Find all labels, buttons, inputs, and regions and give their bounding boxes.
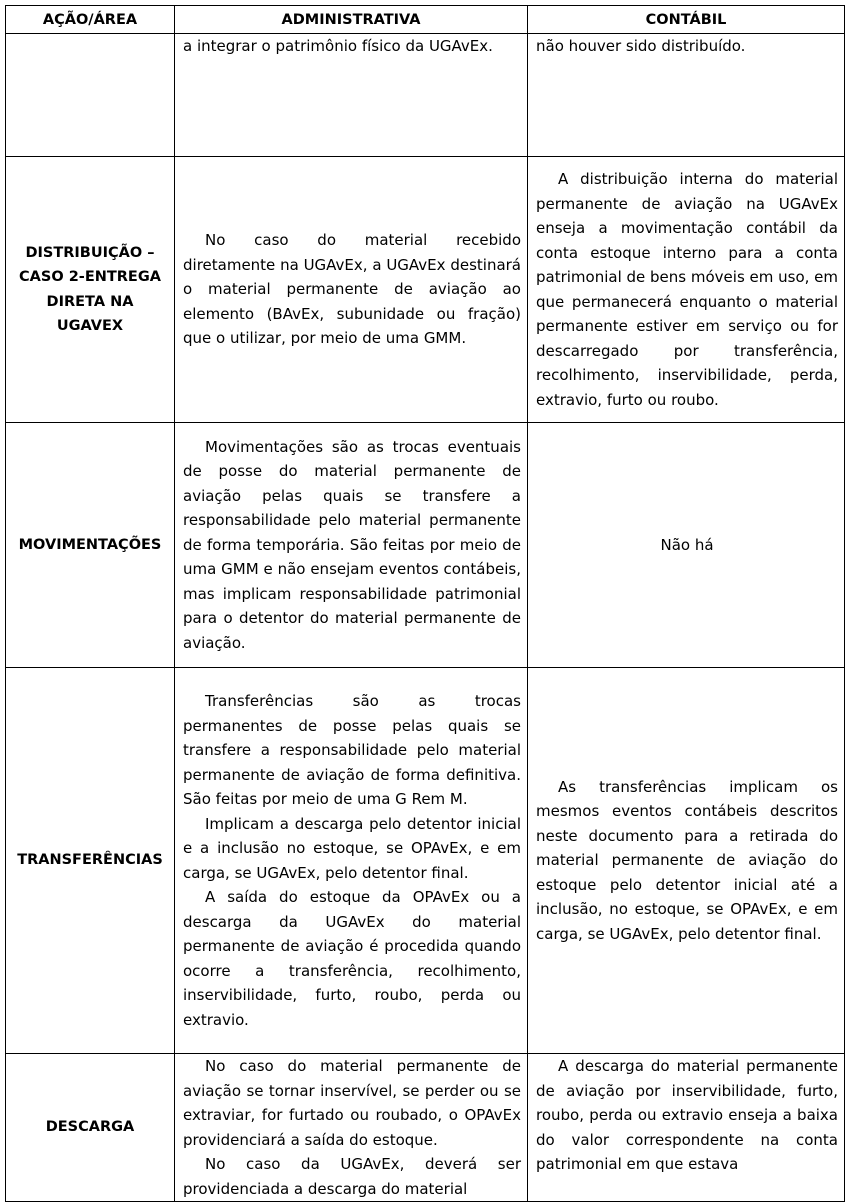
- row-accounting-cell: [528, 668, 845, 1054]
- row-area: DISTRIBUIÇÃO – CASO 2-ENTREGA DIRETA NA UGAVEX: [6, 157, 175, 423]
- table-row: [6, 34, 845, 157]
- header-accounting: CONTÁBIL: [528, 6, 845, 34]
- row-area: MOVIMENTAÇÕES: [6, 423, 175, 668]
- row-accounting-cell: [528, 1054, 845, 1202]
- row-accounting-cell: [528, 34, 845, 157]
- accounting-text: A distribuição interna do material permanente de aviação na UGAvEx enseja a movimentação contábil da conta estoque interno para a conta patrimonial de bens móveis em uso, em que permanecerá enquanto o material permanente estiver em serviço ou for descarregado por transferência, recolhimento, inservibilidade, perda, extravio, furto ou roubo.: [536, 170, 839, 409]
- row-accounting-cell: [528, 423, 845, 668]
- header-administrative: ADMINISTRATIVA: [175, 6, 528, 34]
- accounting-text: A descarga do material permanente de aviação por inservibilidade, furto, roubo, perda ou extravio enseja a baixa do valor correspondente na conta patrimonial em que estava: [536, 1057, 838, 1173]
- accounting-text: Não há: [660, 535, 714, 554]
- row-admin-cell: [175, 668, 528, 1054]
- row-area: [6, 34, 175, 157]
- admin-text: No caso da UGAvEx, deverá ser providenciada a descarga do material: [183, 1155, 521, 1198]
- row-admin-cell: [175, 34, 528, 157]
- admin-text: No caso do material permanente de aviação se tornar inservível, se perder ou se extraviar, for furtado ou roubado, o OPAvEx providenciará a saída do estoque.: [183, 1057, 521, 1149]
- admin-text: Transferências são as trocas permanentes de posse pelas quais se transfere a responsabilidade pelo material permanente de aviação de forma definitiva. São feitas por meio de uma G Rem M.: [183, 692, 521, 808]
- row-area: TRANSFERÊNCIAS: [6, 668, 175, 1054]
- procedures-table: [5, 5, 845, 1202]
- table-row: [6, 668, 845, 1054]
- table-row: [6, 1054, 845, 1202]
- admin-text: A saída do estoque da OPAvEx ou a descarga da UGAvEx do material permanente de aviação é procedida quando ocorre a transferência, recolhimento, inservibilidade, furto, roubo, perda ou extravio.: [183, 888, 521, 1029]
- admin-text: No caso do material recebido diretamente na UGAvEx, a UGAvEx destinará o material permanente de aviação ao elemento (BAvEx, subunidade ou fração) que o utilizar, por meio de uma GMM.: [183, 231, 521, 348]
- header-action-area: AÇÃO/ÁREA: [6, 6, 175, 34]
- admin-text: a integrar o patrimônio físico da UGAvEx.: [183, 37, 493, 55]
- row-area: DESCARGA: [6, 1054, 175, 1202]
- table-row: [6, 157, 845, 423]
- header-row: [6, 6, 845, 34]
- row-admin-cell: [175, 1054, 528, 1202]
- accounting-text: não houver sido distribuído.: [536, 37, 746, 55]
- document-page: [5, 5, 844, 1202]
- row-admin-cell: [175, 423, 528, 668]
- row-accounting-cell: [528, 157, 845, 423]
- accounting-text: As transferências implicam os mesmos eventos contábeis descritos neste documento para a retirada do material permanente de aviação do estoque pelo detentor inicial até a inclusão, no estoque, se OPAvEx, e em carga, se UGAvEx, pelo detentor final.: [536, 777, 838, 943]
- admin-text: Implicam a descarga pelo detentor inicial e a inclusão no estoque, se OPAvEx, e em carga, se UGAvEx, pelo detentor final.: [183, 814, 521, 882]
- admin-text: Movimentações são as trocas eventuais de posse do material permanente de aviação pelas quais se transfere a responsabilidade pelo material permanente de forma temporária. São feitas por meio de uma GMM e não ensejam eventos contábeis, mas implicam responsabilidade patrimonial para o detentor do material permanente de aviação.: [183, 437, 521, 652]
- table-row: [6, 423, 845, 668]
- row-admin-cell: [175, 157, 528, 423]
